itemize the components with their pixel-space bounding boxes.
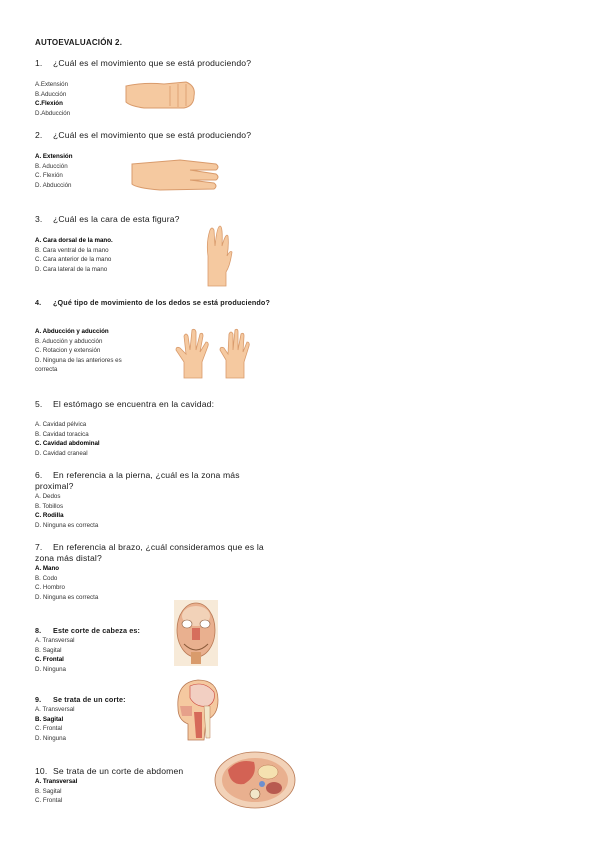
option-a: A.Extensión xyxy=(35,81,69,88)
hand-dorsal-image xyxy=(200,222,234,288)
question-number: 7. xyxy=(35,542,43,552)
option-d: D. Abducción xyxy=(35,181,72,189)
option-d: D. Ninguna xyxy=(35,665,66,673)
question-7-continued: zona más distal? xyxy=(35,553,102,563)
option-d-continued: correcta xyxy=(35,366,58,374)
option-b: B.Aducción xyxy=(35,90,67,98)
option-a: A. Transversal xyxy=(35,706,75,713)
option-a-answer: A. Transversal xyxy=(35,778,78,785)
option-d: D. Ninguna es correcta xyxy=(35,521,99,529)
option-d: D. Cavidad craneal xyxy=(35,449,88,457)
option-b: B. Codo xyxy=(35,574,58,582)
abdomen-transverse-section-image xyxy=(214,750,296,810)
options-q8 xyxy=(35,636,75,674)
option-b: B. Cavidad toracica xyxy=(35,430,89,438)
option-b: B. Tobillos xyxy=(35,502,64,510)
option-b: B. Aducción xyxy=(35,162,68,170)
question-number: 1. xyxy=(35,58,43,68)
option-c-answer: C. Rodilla xyxy=(35,512,64,520)
option-d: D. Ninguna de las anteriores es xyxy=(35,356,122,364)
option-b-answer: B. Sagital xyxy=(35,715,64,723)
option-a-answer: A. Abducción y aducción xyxy=(35,328,109,335)
options-q1 xyxy=(35,80,70,118)
question-text: ¿Cuál es el movimiento que se está produciendo? xyxy=(53,58,252,68)
option-c: C. Hombro xyxy=(35,584,65,592)
question-5 xyxy=(35,399,214,409)
option-c-answer: C. Frontal xyxy=(35,656,64,664)
option-b: B. Cara ventral de la mano xyxy=(35,246,109,254)
option-d: D. Cara lateral de la mano xyxy=(35,265,108,273)
option-d: D. Ninguna xyxy=(35,734,66,742)
question-number: 4. xyxy=(35,298,42,307)
option-a-answer: A. Extensión xyxy=(35,153,73,160)
question-number: 9. xyxy=(35,695,42,704)
option-d: D. Ninguna es correcta xyxy=(35,593,99,601)
question-1 xyxy=(35,58,251,68)
question-7 xyxy=(35,542,264,552)
question-2 xyxy=(35,130,251,140)
question-number: 8. xyxy=(35,626,42,635)
option-a: A. Dedos xyxy=(35,493,61,500)
question-text: El estómago se encuentra en la cavidad: xyxy=(53,399,215,409)
option-c: C. Frontal xyxy=(35,797,63,805)
option-a: A. Transversal xyxy=(35,637,75,644)
question-text: Se trata de un corte: xyxy=(53,695,126,704)
question-3 xyxy=(35,214,180,224)
question-number: 3. xyxy=(35,214,43,224)
question-text: ¿Cuál es el movimiento que se está produciendo? xyxy=(53,130,252,140)
question-number: 2. xyxy=(35,130,43,140)
options-q5 xyxy=(35,420,100,458)
question-number: 5. xyxy=(35,399,43,409)
options-q3 xyxy=(35,236,113,274)
option-a-answer: A. Cara dorsal de la mano. xyxy=(35,237,113,244)
question-9 xyxy=(35,695,126,704)
head-frontal-section-image xyxy=(174,600,218,666)
fist-flexion-image xyxy=(124,76,196,112)
fingers-abduction-image xyxy=(174,328,256,380)
question-number: 6. xyxy=(35,470,43,480)
question-10 xyxy=(35,766,183,776)
options-q9 xyxy=(35,705,75,743)
option-b: B. Sagital xyxy=(35,787,62,795)
option-b: B. Aducción y abducción xyxy=(35,337,103,345)
document-title: AUTOEVALUACIÓN 2. xyxy=(35,38,123,47)
question-text: En referencia a la pierna, ¿cuál es la zona más xyxy=(53,470,240,480)
question-4 xyxy=(35,298,270,307)
options-q7 xyxy=(35,564,98,602)
question-text: ¿Qué tipo de movimiento de los dedos se está produciendo? xyxy=(53,298,271,307)
question-text: ¿Cuál es la cara de esta figura? xyxy=(53,214,180,224)
option-c: C. Flexión xyxy=(35,172,63,180)
question-6-continued: proximal? xyxy=(35,481,74,491)
option-c-answer: C.Flexión xyxy=(35,100,63,108)
options-q10 xyxy=(35,777,77,806)
question-6 xyxy=(35,470,240,480)
options-q6 xyxy=(35,492,98,530)
question-8 xyxy=(35,626,140,635)
hand-extension-image xyxy=(130,156,222,194)
question-text: En referencia al brazo, ¿cuál consideramos que es la xyxy=(53,542,264,552)
head-sagittal-section-image xyxy=(174,676,222,742)
option-d: D.Abducción xyxy=(35,109,71,117)
question-text: Se trata de un corte de abdomen xyxy=(53,766,184,776)
options-q4 xyxy=(35,327,122,375)
question-number: 10. xyxy=(35,766,48,776)
option-c-answer: C. Cavidad abdominal xyxy=(35,440,100,448)
option-c: C. Rotacion y extensión xyxy=(35,347,101,355)
question-text: Este corte de cabeza es: xyxy=(53,626,141,635)
option-c: C. Cara anterior de la mano xyxy=(35,256,112,264)
options-q2 xyxy=(35,152,72,190)
option-a-answer: A. Mano xyxy=(35,565,60,572)
option-a: A. Cavidad pélvica xyxy=(35,421,87,428)
option-c: C. Frontal xyxy=(35,725,63,733)
option-b: B. Sagital xyxy=(35,646,62,654)
